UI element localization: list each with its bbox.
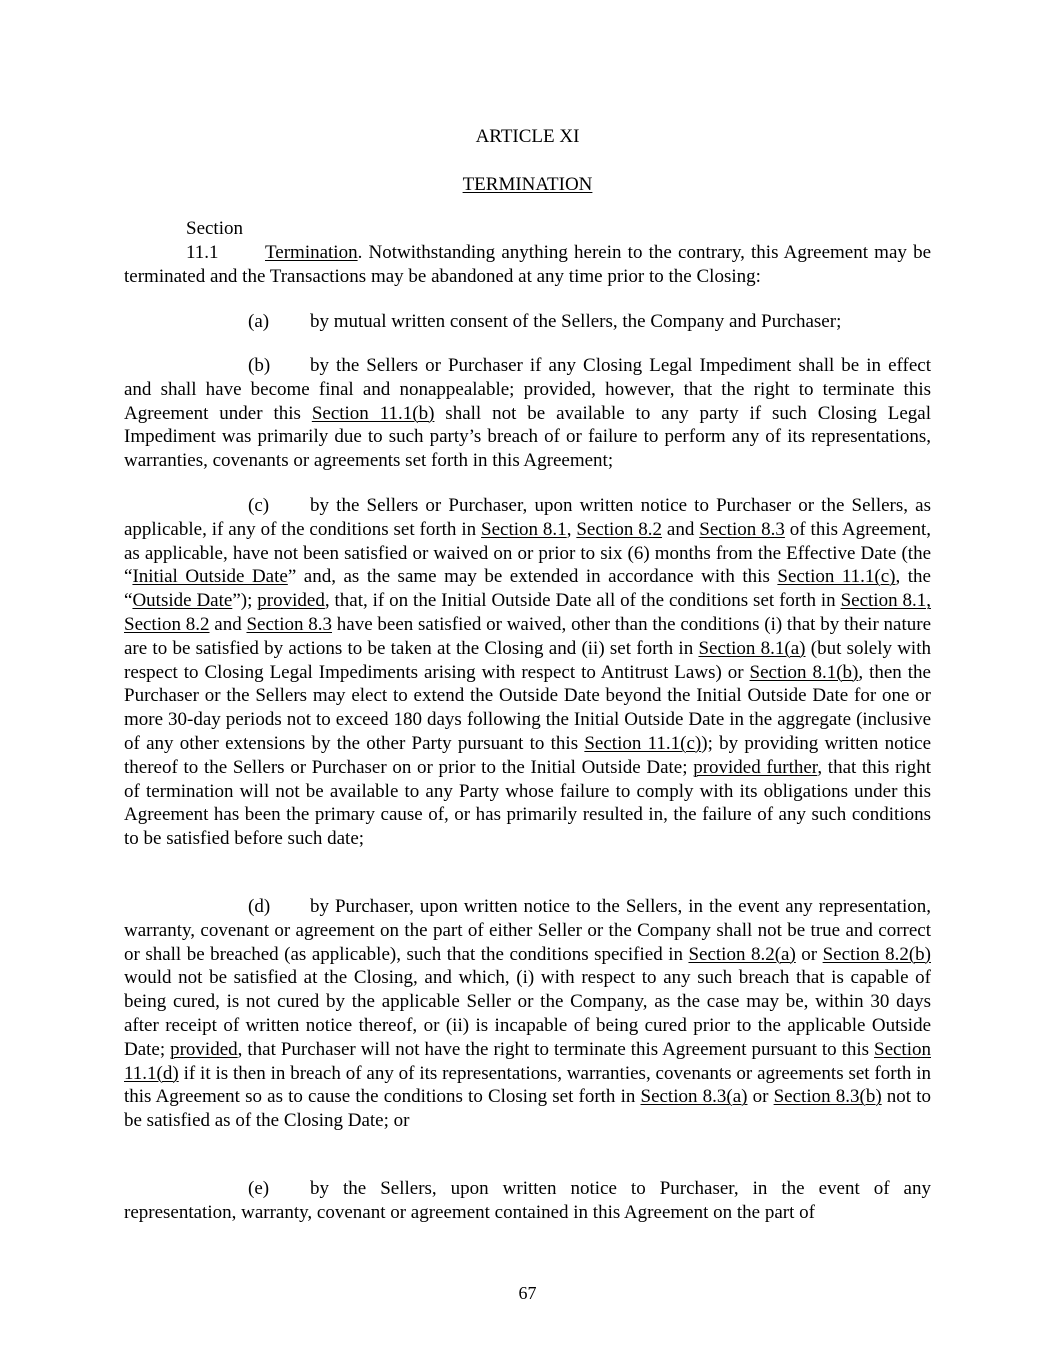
defined-term: Initial Outside Date bbox=[132, 566, 288, 588]
page-number: 67 bbox=[518, 1283, 537, 1303]
item-d-text: would not be satisfied at the Closing, and which, (i) with respect to any such breach that is capable of being cured, is not cured by the applicable Seller or the Company, as the case may be, within 30 days after receipt of written notice thereof, or (ii) is incapable of being cured prior to the applicable Outside Date; bbox=[124, 967, 931, 1060]
cross-reference: Section 11.1(c) bbox=[584, 732, 702, 754]
cross-reference: Section 8.2 bbox=[576, 518, 662, 540]
item-c-label: (c) bbox=[248, 495, 270, 516]
article-title bbox=[0, 173, 1055, 197]
item-a-label: (a) bbox=[248, 311, 270, 332]
item-c bbox=[124, 494, 931, 851]
item-b bbox=[124, 354, 931, 473]
cross-reference: Section 11.1(d) bbox=[124, 1038, 931, 1084]
item-d-label: (d) bbox=[248, 896, 271, 917]
cross-reference: Section 8.1 bbox=[481, 518, 567, 540]
section-intro-text: . Notwithstanding anything herein to the contrary, this Agreement may be terminated and the Transactions may be abandoned at any time prior to the Closing: bbox=[124, 241, 931, 287]
item-d-text: if it is then in breach of any of its representations, warranties, covenants or agreements set forth in this Agreement so as to cause the conditions to Closing set forth in bbox=[124, 1062, 931, 1108]
item-c-text: (but solely with respect to Closing Legal Impediments arising with respect to Antitrust Laws) or bbox=[124, 637, 931, 683]
section-heading: Termination bbox=[265, 241, 358, 263]
cross-reference: Section 8.2(b) bbox=[822, 943, 931, 965]
cross-reference: Section 8.1(a) bbox=[698, 637, 806, 659]
proviso: provided bbox=[170, 1038, 238, 1060]
item-a bbox=[124, 310, 931, 334]
item-c-text: and bbox=[209, 613, 247, 635]
item-b-label: (b) bbox=[248, 355, 271, 376]
section-number: Section 11.1 bbox=[186, 218, 243, 263]
item-d-text: or bbox=[795, 943, 823, 965]
item-d bbox=[124, 895, 931, 1133]
item-c-text: by the Sellers or Purchaser, upon written notice to Purchaser or the Sellers, as applicable, if any of the conditions set forth in bbox=[124, 495, 931, 540]
item-c-text: ); by providing written notice thereof to the Sellers or Purchaser on or prior to the Initial Outside Date; bbox=[124, 732, 932, 778]
item-c-text: , that this right of termination will not be available to any Party whose failure to comply with its obligations under this Agreement has been the primary cause of, or has primarily resulted in, the failure of any such conditions to be satisfied before such date; bbox=[124, 756, 931, 850]
cross-reference: Section 8.3(b) bbox=[773, 1086, 882, 1108]
item-c-text: ” and, as the same may be extended in accordance with this bbox=[287, 566, 778, 588]
item-d-text: or bbox=[747, 1086, 774, 1108]
item-e bbox=[124, 1177, 931, 1225]
cross-reference: Section 8.2 bbox=[124, 613, 210, 635]
item-b-text-2: shall not be available to any party if such Closing Legal Impediment was primarily due to such party’s breach of or failure to perform any of its representations, warranties, covenants or agreements set forth in this Agreement; bbox=[124, 402, 931, 472]
section-11-1-intro bbox=[124, 217, 931, 288]
item-c-text: have been satisfied or waived, other than the conditions (i) that by their nature are to be satisfied by actions to be taken at the Closing and (ii) set forth in bbox=[124, 613, 932, 659]
item-e-text: by the Sellers, upon written notice to Purchaser, in the event of any representation, warranty, covenant or agreement contained in this Agreement on the part of bbox=[124, 1178, 931, 1223]
cross-reference: Section 11.1(b) bbox=[311, 402, 435, 424]
cross-reference: Section 8.2(a) bbox=[688, 943, 796, 965]
item-b-text-1: by the Sellers or Purchaser if any Closing Legal Impediment shall be in effect and shall have become final and nonappealable; provided, however, that the right to terminate this Agreement under this bbox=[124, 355, 931, 424]
item-c-text: , the “ bbox=[124, 566, 931, 612]
proviso: provided further bbox=[693, 756, 818, 778]
proviso: provided bbox=[257, 590, 325, 612]
item-c-text: ”); bbox=[232, 590, 258, 612]
cross-reference: Section 11.1(c) bbox=[777, 566, 896, 588]
cross-reference: Section 8.1(b) bbox=[749, 661, 859, 683]
cross-reference: Section 8.3 bbox=[246, 613, 332, 635]
article-heading: ARTICLE XI bbox=[475, 126, 580, 147]
article-title-text: TERMINATION bbox=[462, 174, 593, 195]
item-d-text: , that Purchaser will not have the right to terminate this Agreement pursuant to this bbox=[237, 1038, 874, 1060]
item-d-text: by Purchaser, upon written notice to the Sellers, in the event any representation, warranty, covenant or agreement on the part of either Seller or the Company shall not be true and correct or shall be breached (as applicable), such that the conditions specified in bbox=[124, 896, 931, 965]
cross-reference: Section 8.3(a) bbox=[640, 1086, 748, 1108]
item-c-text: , bbox=[566, 518, 577, 540]
item-c-text: and bbox=[662, 518, 700, 540]
defined-term: Outside Date bbox=[132, 590, 233, 612]
item-c-text: of this Agreement, as applicable, have not been satisfied or waived on or prior to six (6) months from the Effective Date (the “ bbox=[124, 518, 932, 588]
item-d-text: not to be satisfied as of the Closing Date; or bbox=[124, 1086, 932, 1132]
item-c-text: , that, if on the Initial Outside Date all of the conditions set forth in bbox=[324, 590, 841, 612]
item-c-text: , then the Purchaser or the Sellers may elect to extend the Outside Date beyond the Initial Outside Date for one or more 30-day periods not to exceed 180 days following the Initial Outside Date in the aggregate (inclusive of any other extensions by the other Party pursuant to this bbox=[124, 661, 931, 754]
item-a-text: by mutual written consent of the Sellers, the Company and Purchaser; bbox=[310, 311, 842, 332]
cross-reference: Section 8.1, bbox=[840, 590, 931, 612]
cross-reference: Section 8.3 bbox=[699, 518, 785, 540]
item-e-label: (e) bbox=[248, 1178, 270, 1199]
